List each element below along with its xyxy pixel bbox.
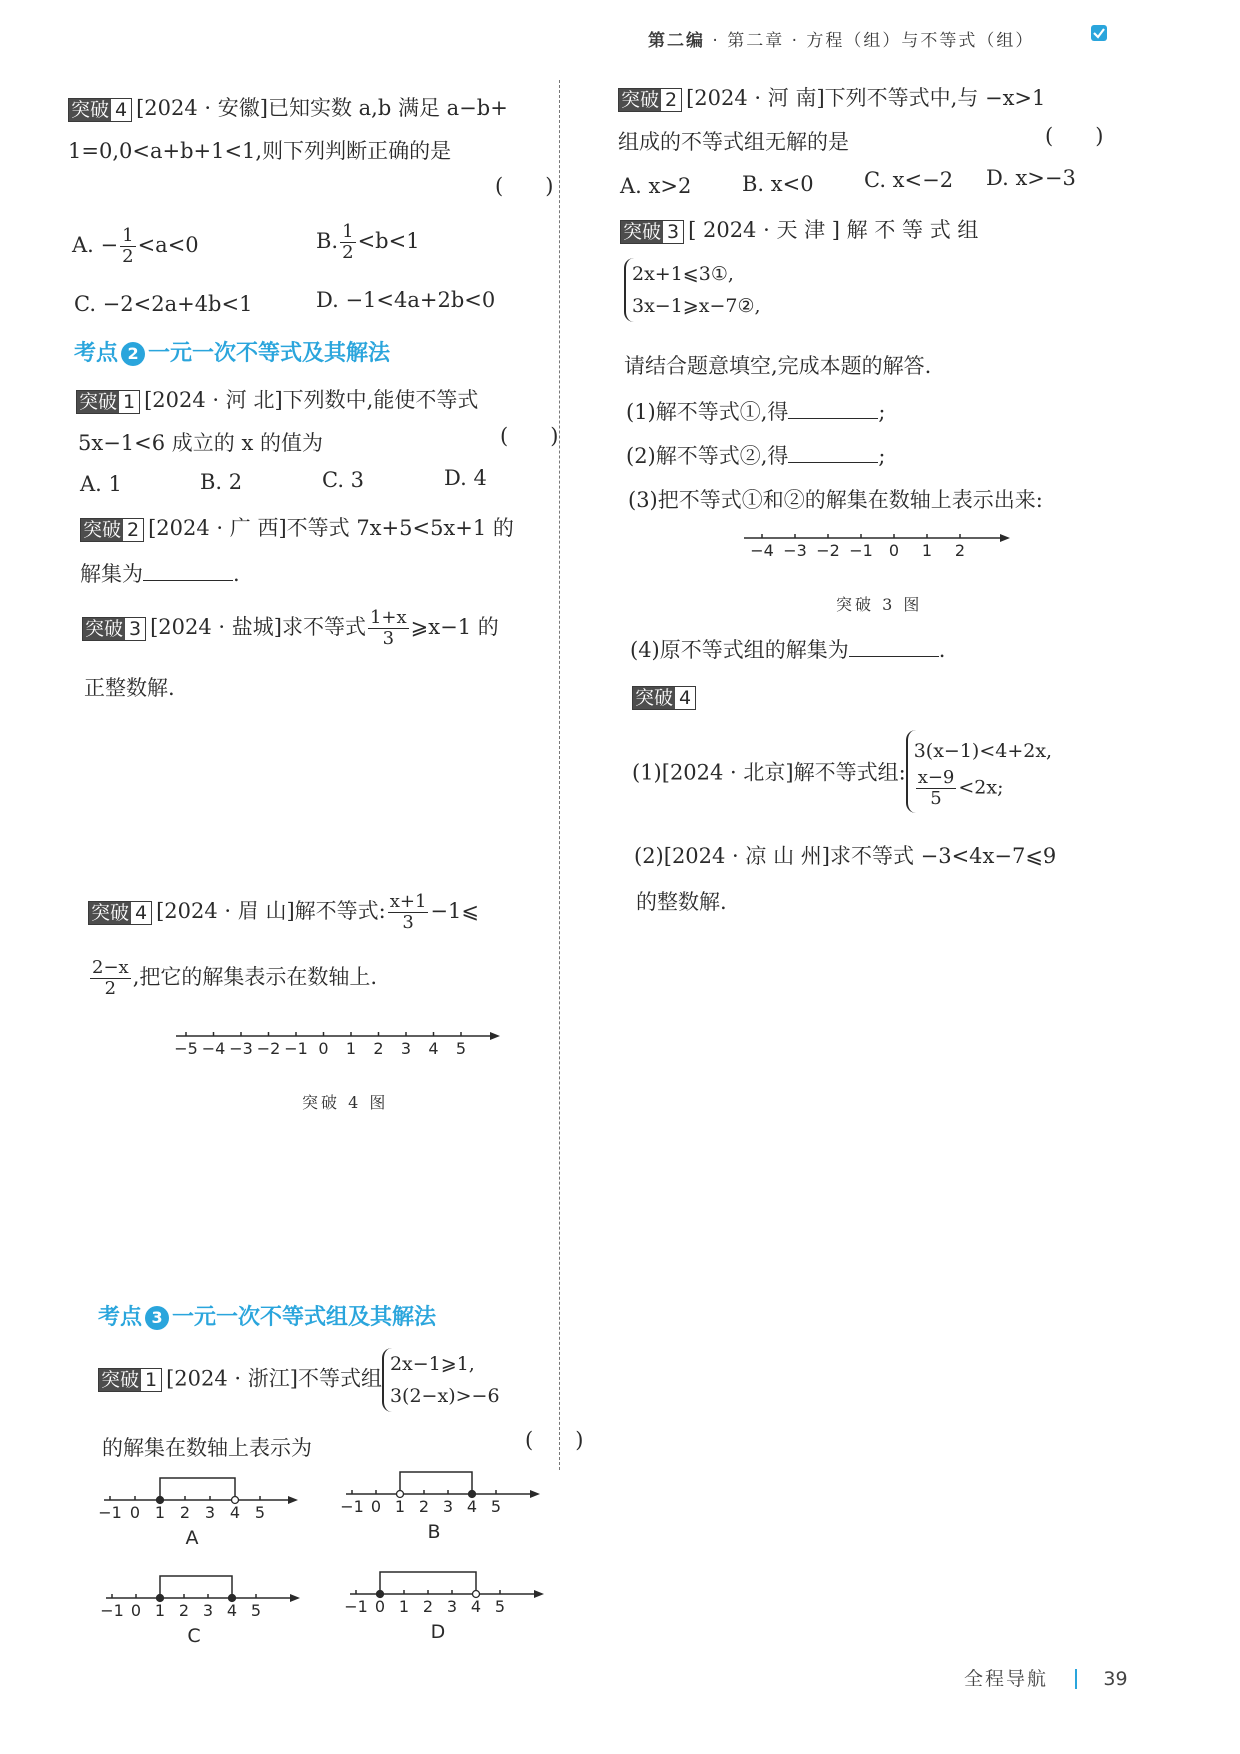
r2-line1: 突破 2 [2024 · 河 南]下列不等式中,与 −x>1: [618, 82, 1045, 112]
r3-system: 2x+1⩽3①, 3x−1⩾x−7②,: [624, 258, 761, 322]
tick-label: −2: [256, 1039, 281, 1058]
footer: [964, 1664, 1128, 1691]
tick-label: 4: [470, 1597, 482, 1616]
tick-label: 0: [370, 1497, 382, 1516]
tick-label: 2: [422, 1597, 434, 1616]
chapter-label: 第二章 · 方程（组）与不等式（组）: [727, 31, 1035, 51]
problem-tag: 突破 4: [88, 901, 152, 925]
tick-label: 0: [374, 1597, 386, 1616]
tick-label: −2: [816, 541, 840, 560]
q3-line1: 突破 3 [2024 · 盐城]求不等式 $\frac{1+x}{3}$ ⩾x−1 的: [82, 608, 499, 649]
tick-label: 4: [466, 1497, 478, 1516]
tick-label: 3: [400, 1039, 412, 1058]
tick-label: 1: [921, 541, 933, 560]
option-label: B: [427, 1521, 441, 1543]
option-c: C. 3: [322, 468, 365, 492]
r4-tag: [632, 684, 700, 710]
open-endpoint: [397, 1491, 404, 1498]
option-d: D. x>−3: [986, 166, 1076, 190]
q4-line2: $\frac{2-x}{2}$ ,把它的解集表示在数轴上.: [92, 957, 378, 999]
option-label: A: [185, 1527, 199, 1549]
r3-part4: (4)原不等式组的解集为 .: [630, 638, 946, 662]
q4-line1: 突破 4 [2024 · 眉 山]解不等式: $\frac{x+1}{3}$ −1⩽: [88, 892, 479, 933]
tick-label: 0: [888, 541, 900, 560]
tick-label: 0: [129, 1503, 141, 1522]
problem-tag: 突破 2: [618, 88, 682, 112]
tick-label: 3: [204, 1503, 216, 1522]
figure-caption: 突破 4 图: [302, 1093, 389, 1112]
r3-part2: (2)解不等式②,得 ;: [626, 444, 886, 468]
open-endpoint: [473, 1591, 480, 1598]
number-line-q4: [176, 1026, 506, 1070]
answer-paren: ( ): [500, 424, 559, 448]
solution-bracket: [160, 1576, 232, 1598]
inequality-system: 2x−1⩾1, 3(2−x)>−6: [382, 1348, 500, 1412]
arrow-icon: [1000, 534, 1010, 542]
option-d: D. −1<4a+2b<0: [316, 288, 496, 312]
tick-label: −4: [201, 1039, 226, 1058]
option-d-number-line: [344, 1568, 550, 1643]
answer-paren: ( ): [525, 1428, 584, 1452]
problem-tag: 突破 3: [620, 220, 684, 244]
checkmark-icon: [1090, 24, 1108, 42]
footer-separator: [1075, 1669, 1077, 1689]
r4-part1: (1)[2024 · 北京]解不等式组: 3(x−1)<4+2x, $\frac{x-9}{5}$ <2x;: [632, 730, 1052, 813]
q2-line2: 解集为 .: [80, 562, 240, 586]
r4-part2-line2: 的整数解.: [636, 890, 727, 914]
running-header: 第二编 · 第二章 · 方程（组）与不等式（组）: [648, 31, 1035, 51]
closed-endpoint: [469, 1491, 476, 1498]
arrow-icon: [490, 1032, 500, 1040]
column-divider: [559, 80, 560, 1470]
tick-label: 1: [154, 1601, 166, 1620]
problem-tag: 突破 3: [82, 617, 146, 641]
tick-label: 0: [318, 1039, 329, 1058]
r2-line2: 组成的不等式组无解的是: [618, 130, 849, 154]
tick-label: −1: [98, 1503, 122, 1522]
arrow-icon: [534, 1590, 544, 1598]
option-a-number-line: [98, 1474, 304, 1549]
closed-endpoint: [157, 1595, 164, 1602]
number-line-r3: [744, 528, 1014, 572]
tick-label: 4: [226, 1601, 238, 1620]
problem-tag: 突破 2: [80, 518, 144, 542]
section-heading-3: 考点 3 一元一次不等式组及其解法: [98, 1305, 437, 1330]
tick-label: 5: [250, 1601, 262, 1620]
tick-label: −1: [340, 1497, 364, 1516]
answer-blank[interactable]: [143, 562, 233, 581]
tick-label: −1: [284, 1039, 308, 1058]
tick-label: 3: [446, 1597, 458, 1616]
tick-label: 0: [130, 1601, 142, 1620]
tick-label: 1: [398, 1597, 410, 1616]
option-a: A. 1: [80, 472, 122, 496]
q1-line2: 5x−1<6 成立的 x 的值为: [78, 431, 323, 455]
r3-part3: (3)把不等式①和②的解集在数轴上表示出来:: [628, 488, 1043, 512]
page-number: 39: [1103, 1668, 1128, 1690]
tick-label: 5: [455, 1039, 467, 1058]
problem-4-line1: 突破 4 [2024 · 安徽]已知实数 a,b 满足 a−b+: [68, 92, 508, 122]
option-c: C. −2<2a+4b<1: [74, 292, 253, 316]
q2-line1: 突破 2 [2024 · 广 西]不等式 7x+5<5x+1 的: [80, 512, 514, 542]
tick-label: 5: [490, 1497, 502, 1516]
tick-label: 3: [202, 1601, 214, 1620]
open-endpoint: [232, 1497, 239, 1504]
tick-label: −3: [229, 1039, 253, 1058]
closed-endpoint: [157, 1497, 164, 1504]
option-c-number-line: [100, 1572, 306, 1647]
answer-blank[interactable]: [788, 444, 878, 463]
section-heading-2: 考点 2 一元一次不等式及其解法: [74, 341, 391, 366]
q5-line1: 突破 1 [2024 · 浙江]不等式组2x−1⩾1, 3(2−x)>−6: [98, 1348, 500, 1412]
option-b: B. 2: [200, 470, 243, 494]
tick-label: 1: [345, 1039, 357, 1058]
tick-label: 2: [373, 1039, 384, 1058]
problem-tag: 突破 4: [632, 686, 696, 710]
option-b: B. $\frac{1}{2}$ <b<1: [316, 221, 420, 263]
part-label: 第二编: [648, 31, 705, 51]
tick-label: 2: [954, 541, 966, 560]
r3-part1: (1)解不等式①,得 ;: [626, 400, 886, 424]
tick-label: 5: [494, 1597, 506, 1616]
tick-label: 2: [178, 1601, 190, 1620]
option-label: C: [187, 1625, 201, 1647]
option-b: B. x<0: [742, 172, 814, 196]
r4-part2: (2)[2024 · 凉 山 州]求不等式 −3<4x−7⩽9: [634, 844, 1057, 868]
q5-line2: 的解集在数轴上表示为: [102, 1436, 312, 1460]
problem-4-line2: 1=0,0<a+b+1<1,则下列判断正确的是: [68, 139, 452, 163]
tick-label: 1: [394, 1497, 406, 1516]
solution-bracket: [400, 1472, 472, 1494]
option-d: D. 4: [444, 466, 487, 490]
problem-tag: 突破 1: [98, 1368, 162, 1392]
option-a: A. − $\frac{1}{2}$ <a<0: [72, 225, 199, 267]
closed-endpoint: [377, 1591, 384, 1598]
answer-paren: ( ): [495, 174, 554, 198]
problem-tag: 突破 1: [76, 390, 140, 414]
option-b-number-line: [340, 1468, 546, 1543]
tick-label: −4: [750, 541, 774, 560]
arrow-icon: [290, 1594, 300, 1602]
arrow-icon: [530, 1490, 540, 1498]
r3-line3: 请结合题意填空,完成本题的解答.: [624, 354, 932, 378]
answer-blank[interactable]: [788, 400, 878, 419]
solution-bracket: [160, 1478, 235, 1500]
footer-title: 全程导航: [964, 1668, 1049, 1690]
q1-line1: 突破 1 [2024 · 河 北]下列数中,能使不等式: [76, 384, 478, 414]
tick-label: −1: [100, 1601, 124, 1620]
tick-label: 4: [229, 1503, 241, 1522]
arrow-icon: [288, 1496, 298, 1504]
option-a: A. x>2: [620, 174, 692, 198]
tick-label: 1: [154, 1503, 166, 1522]
tick-label: 4: [428, 1039, 439, 1058]
tick-label: 5: [254, 1503, 266, 1522]
answer-blank[interactable]: [849, 638, 939, 657]
tick-label: −1: [849, 541, 873, 560]
tick-label: 2: [179, 1503, 191, 1522]
tick-label: −5: [174, 1039, 198, 1058]
figure-caption: 突破 3 图: [836, 595, 923, 614]
option-label: D: [430, 1621, 446, 1643]
closed-endpoint: [229, 1595, 236, 1602]
q3-line2: 正整数解.: [84, 676, 175, 700]
tick-label: 3: [442, 1497, 454, 1516]
tick-label: 2: [418, 1497, 430, 1516]
problem-tag: 突破 4: [68, 98, 132, 122]
tick-label: −1: [344, 1597, 368, 1616]
tick-label: −3: [783, 541, 807, 560]
answer-paren: ( ): [1045, 124, 1104, 148]
r3-line1: 突破 3 [ 2024 · 天 津 ] 解 不 等 式 组: [620, 214, 978, 244]
option-c: C. x<−2: [864, 168, 954, 192]
